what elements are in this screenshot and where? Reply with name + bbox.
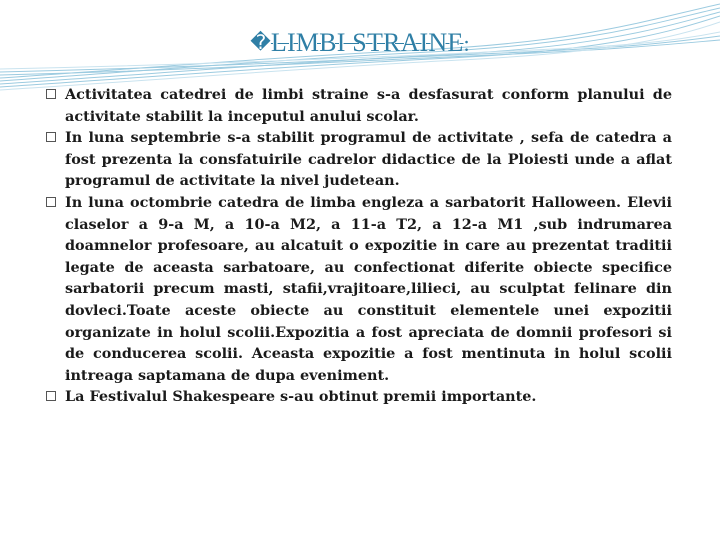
square-bullet-icon — [46, 197, 56, 207]
list-item-text: La Festivalul Shakespeare s-au obtinut premii importante. — [65, 388, 537, 406]
bullet-list — [46, 84, 672, 408]
list-item-text: In luna octombrie catedra de limba engleza a sarbatorit Halloween. Elevii claselor a 9-a M, a 10-a M2, a 11-a T2, a 12-a M1 ,sub indrumarea doamnelor profesoare, au alcatuit o expozitie in care au prezentat traditii legate de aceasta sarbatoare, au confectionat diferite obiecte specifice sarbatorii precum masti, stafii,vrajitoare,lilieci, au sculptat felinare din dovleci.Toate aceste obiecte au constituit elementele unei expozitii organizate in holul scolii.Expozitia a fost apreciata de domnii profesori si de conducerea scolii. Aceasta expozitie a fost mentinuta in holul scolii intreaga saptamana de dupa eveniment. — [65, 193, 672, 384]
list-item — [46, 127, 672, 192]
list-item-text: In luna septembrie s-a stabilit programul de activitate , sefa de catedra a fost prezenta la consfatuirile cadrelor didactice de la Ploiesti unde a aflat programul de activitate la nivel judetean. — [65, 129, 672, 190]
square-bullet-icon — [46, 89, 56, 99]
list-item — [46, 192, 672, 386]
list-item-text: Activitatea catedrei de limbi straine s-a desfasurat conform planului de activitate stabilit la inceputul anului scolar. — [65, 86, 672, 125]
list-item — [46, 84, 672, 127]
slide-title-colon: : — [463, 31, 470, 56]
square-bullet-icon — [46, 132, 56, 142]
square-bullet-icon — [46, 391, 56, 401]
missing-glyph-icon: � — [250, 32, 271, 54]
slide-title — [0, 28, 720, 58]
slide-title-text: LIMBI STRAINE — [270, 28, 464, 57]
list-item — [46, 386, 672, 408]
